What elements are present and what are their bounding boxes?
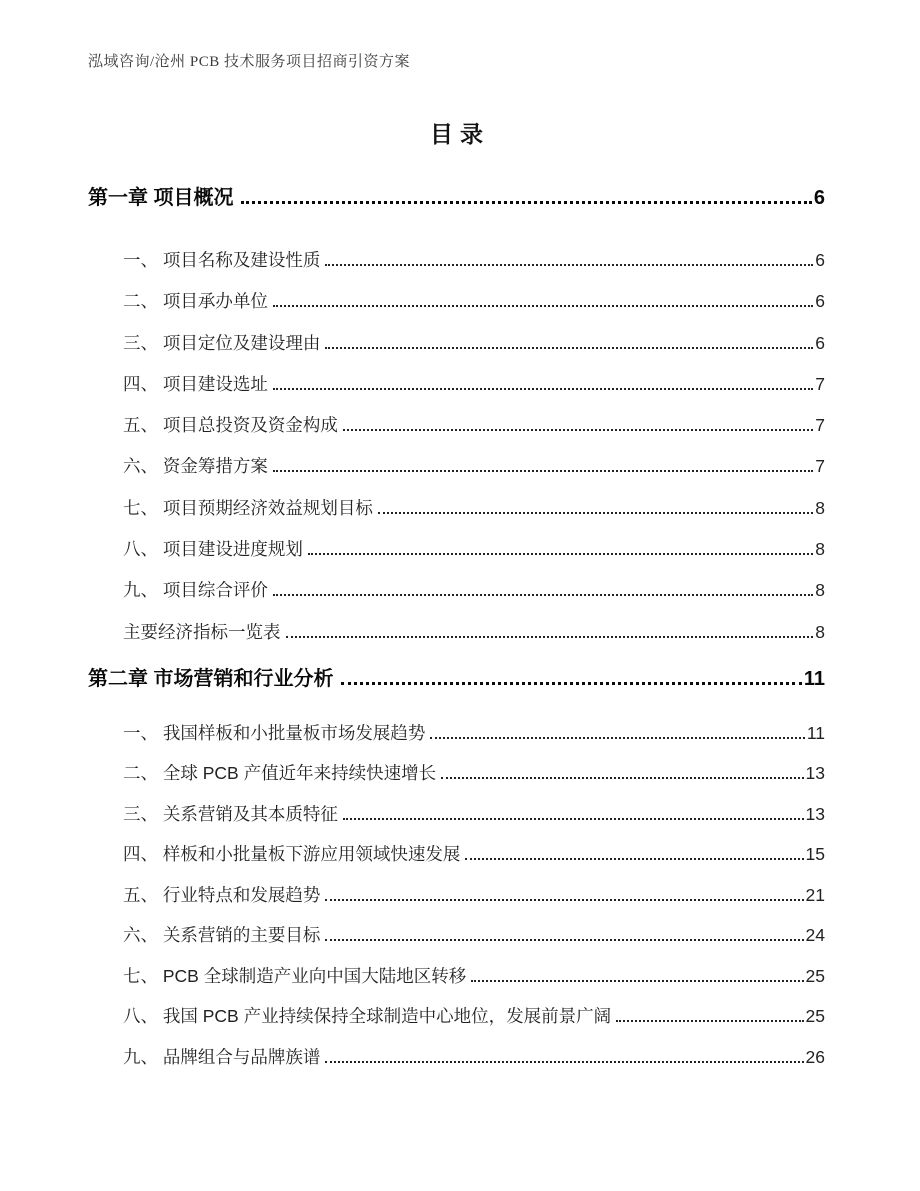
toc-entry-label: 二、 全球 PCB 产值近年来持续快速增长 [123,763,437,784]
toc-entry[interactable] [88,291,825,312]
toc-entry-page: 7 [815,456,825,477]
toc-entry[interactable] [88,456,825,477]
toc-chapter-page: 6 [813,187,825,209]
toc-entry-label: 主要经济指标一览表 [123,621,281,642]
toc-entry[interactable] [88,374,825,395]
toc-entry[interactable] [88,333,825,354]
toc-chapter-entries [88,723,825,1068]
toc-chapter-label: 第一章 项目概况 [88,187,234,209]
toc-entry-label: 七、 PCB 全球制造产业向中国大陆地区转移 [123,965,467,986]
toc-entry[interactable] [88,804,825,825]
toc-entry[interactable] [88,250,825,271]
toc-chapter-label: 第二章 市场营销和行业分析 [88,667,334,690]
toc-chapter-entries [88,250,825,643]
dot-leader [273,469,813,472]
toc-entry[interactable] [88,1047,825,1068]
toc-entry[interactable] [88,580,825,601]
toc-entry-label: 一、 我国样板和小批量板市场发展趋势 [123,722,426,743]
toc-entry[interactable] [88,844,825,865]
table-of-contents [88,187,825,1068]
dot-leader [325,898,803,901]
dot-leader [343,428,813,431]
dot-leader [241,200,812,204]
toc-entry-label: 八、 项目建设进度规划 [123,539,303,560]
toc-entry[interactable] [88,415,825,436]
toc-entry-label: 二、 项目承办单位 [123,291,268,312]
toc-entry-page: 8 [815,580,825,601]
toc-entry-page: 15 [805,844,825,865]
toc-entry[interactable] [88,498,825,519]
toc-entry-label: 八、 我国 PCB 产业持续保持全球制造中心地位，发展前景广阔 [123,1006,612,1027]
toc-entry-label: 三、 关系营销及其本质特征 [123,803,338,824]
dot-leader [378,511,813,514]
dot-leader [341,681,802,685]
toc-chapter-heading[interactable] [88,668,825,690]
dot-leader [325,938,803,941]
toc-entry-page: 21 [805,884,825,905]
toc-entry-page: 7 [815,415,825,436]
toc-entry-page: 11 [806,722,825,743]
dot-leader [325,1060,803,1063]
dot-leader [441,776,803,779]
dot-leader [430,736,804,739]
dot-leader [325,346,813,349]
toc-entry[interactable] [88,1006,825,1027]
document-header: 泓域咨询/沧州 PCB 技术服务项目招商引资方案 [88,54,411,70]
toc-entry-page: 13 [805,763,825,784]
toc-entry-page: 8 [815,497,825,518]
toc-entry[interactable] [88,763,825,784]
toc-entry-label: 七、 项目预期经济效益规划目标 [123,497,373,518]
toc-entry-page: 6 [815,250,825,270]
toc-entry-page: 6 [815,291,825,312]
toc-entry-page: 25 [805,965,825,986]
toc-entry-page: 6 [815,332,825,353]
toc-chapter-page: 11 [803,667,825,690]
toc-entry[interactable] [88,723,825,744]
dot-leader [273,387,813,390]
dot-leader [616,1019,803,1022]
dot-leader [273,593,813,596]
toc-entry-label: 五、 行业特点和发展趋势 [123,884,321,905]
dot-leader [273,304,813,307]
toc-entry[interactable] [88,539,825,560]
toc-entry-page: 25 [805,1006,825,1027]
toc-entry-label: 四、 项目建设选址 [123,373,268,394]
toc-entry[interactable] [88,925,825,946]
toc-entry-label: 九、 品牌组合与品牌族谱 [123,1046,321,1067]
toc-entry-page: 7 [815,373,825,394]
toc-entry-page: 8 [815,539,825,560]
toc-entry-label: 三、 项目定位及建设理由 [123,332,321,353]
toc-chapter-heading[interactable] [88,187,825,209]
toc-entry-label: 六、 关系营销的主要目标 [123,925,321,946]
toc-entry-page: 8 [815,621,825,642]
dot-leader [465,857,803,860]
dot-leader [325,263,813,266]
dot-leader [286,635,814,638]
dot-leader [343,817,804,820]
toc-entry-page: 26 [805,1046,825,1067]
toc-entry-label: 六、 资金筹措方案 [123,456,268,477]
page-title: 目录 [430,121,490,147]
toc-entry-label: 一、 项目名称及建设性质 [123,250,321,270]
toc-entry[interactable] [88,622,825,643]
toc-entry-label: 四、 样板和小批量板下游应用领域快速发展 [123,844,461,865]
toc-entry[interactable] [88,966,825,987]
toc-entry-page: 13 [805,803,825,824]
toc-entry-label: 五、 项目总投资及资金构成 [123,415,338,436]
dot-leader [471,979,803,982]
toc-entry[interactable] [88,885,825,906]
toc-entry-label: 九、 项目综合评价 [123,580,268,601]
toc-entry-page: 24 [805,925,825,946]
dot-leader [308,552,813,555]
